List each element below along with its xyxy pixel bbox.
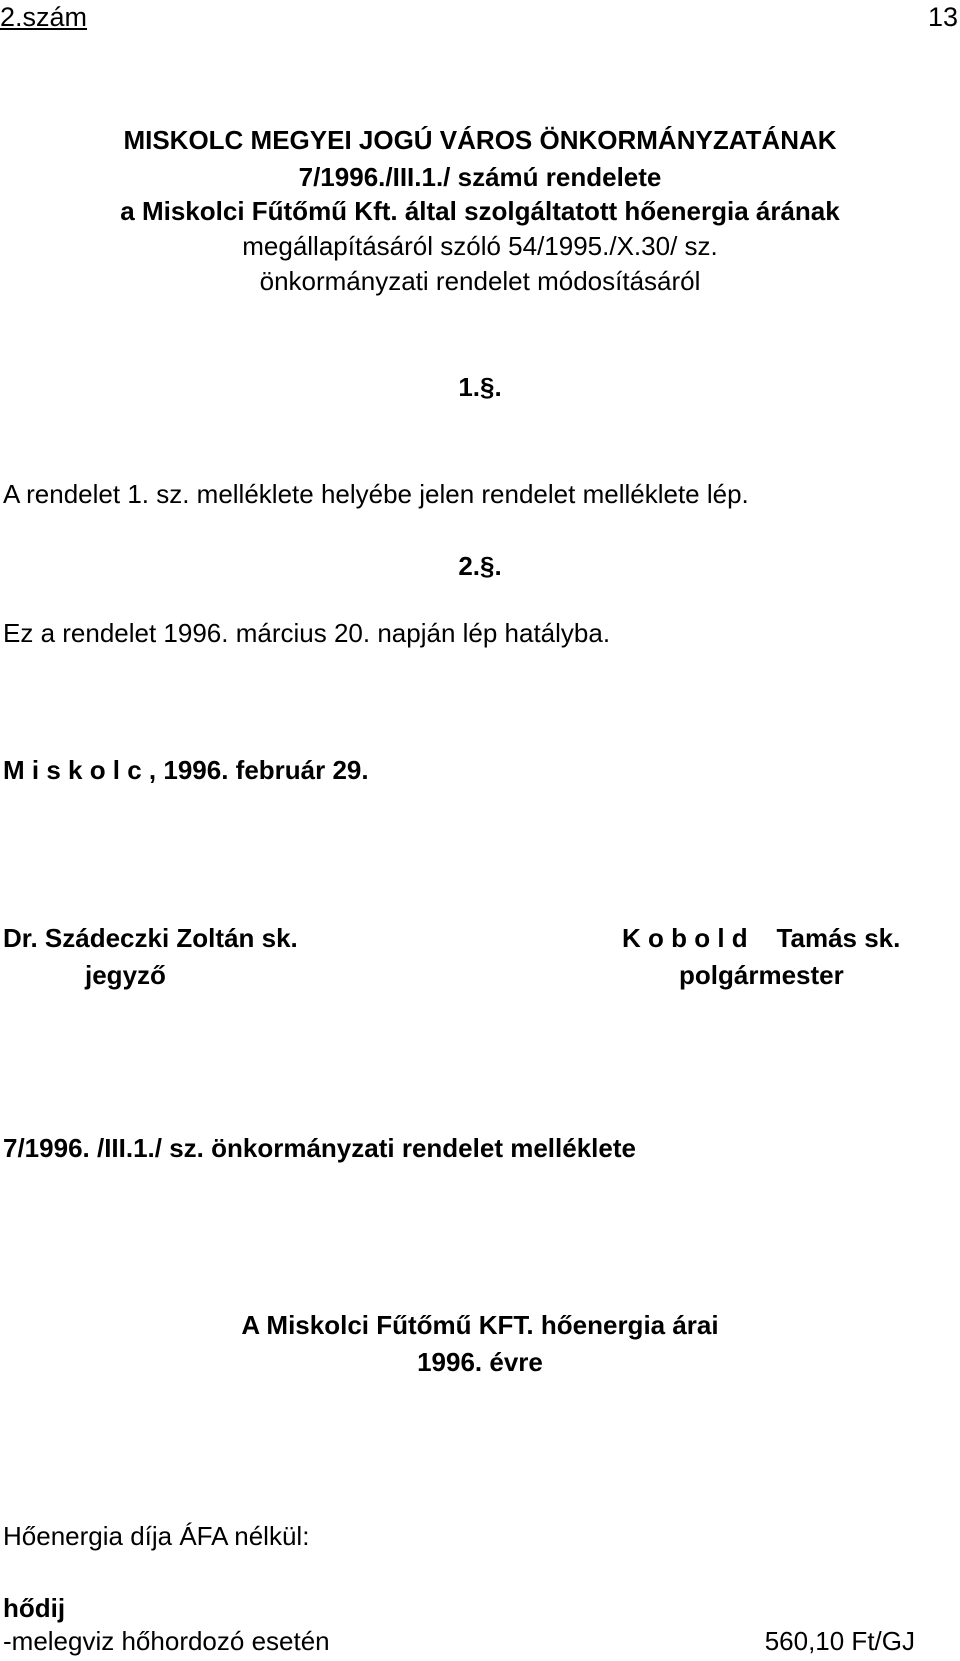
signature-right-name: K o b o l d Tamás sk. — [622, 923, 901, 953]
row-label: -melegviz hőhordozó esetén — [3, 1626, 330, 1656]
section-2-text: Ez a rendelet 1996. március 20. napján lép hatályba. — [3, 618, 611, 648]
section-2-heading: 2.§. — [458, 551, 502, 581]
annex-subtitle-line-2: 1996. évre — [417, 1347, 543, 1377]
page-number: 13 — [927, 2, 958, 32]
title-line-2: 7/1996./III.1./ számú rendelete — [298, 162, 662, 192]
place-date: M i s k o l c , 1996. február 29. — [3, 755, 369, 785]
section-1-text: A rendelet 1. sz. melléklete helyébe jelen rendelet melléklete lép. — [3, 479, 749, 509]
fee-label: Hőenergia díja ÁFA nélkül: — [3, 1521, 310, 1551]
signature-right-role: polgármester — [679, 960, 844, 990]
fee-type: hődij — [3, 1593, 66, 1623]
signature-left-name: Dr. Szádeczki Zoltán sk. — [3, 923, 298, 953]
title-line-5: önkormányzati rendelet módosításáról — [259, 266, 701, 296]
row-value: 560,10 Ft/GJ — [764, 1626, 915, 1656]
title-line-4: megállapításáról szóló 54/1995./X.30/ sz. — [242, 231, 718, 261]
title-line-3: a Miskolci Fűtőmű Kft. által szolgáltatott hőenergia árának — [120, 196, 840, 226]
annex-title: 7/1996. /III.1./ sz. önkormányzati rendelet melléklete — [3, 1133, 636, 1163]
annex-subtitle-line-1: A Miskolci Fűtőmű KFT. hőenergia árai — [241, 1310, 719, 1340]
section-1-heading: 1.§. — [458, 372, 502, 402]
signature-left-role: jegyző — [85, 960, 166, 990]
issue-number: 2.szám — [0, 2, 88, 32]
title-line-1: MISKOLC MEGYEI JOGÚ VÁROS ÖNKORMÁNYZATÁNAK — [123, 125, 837, 155]
